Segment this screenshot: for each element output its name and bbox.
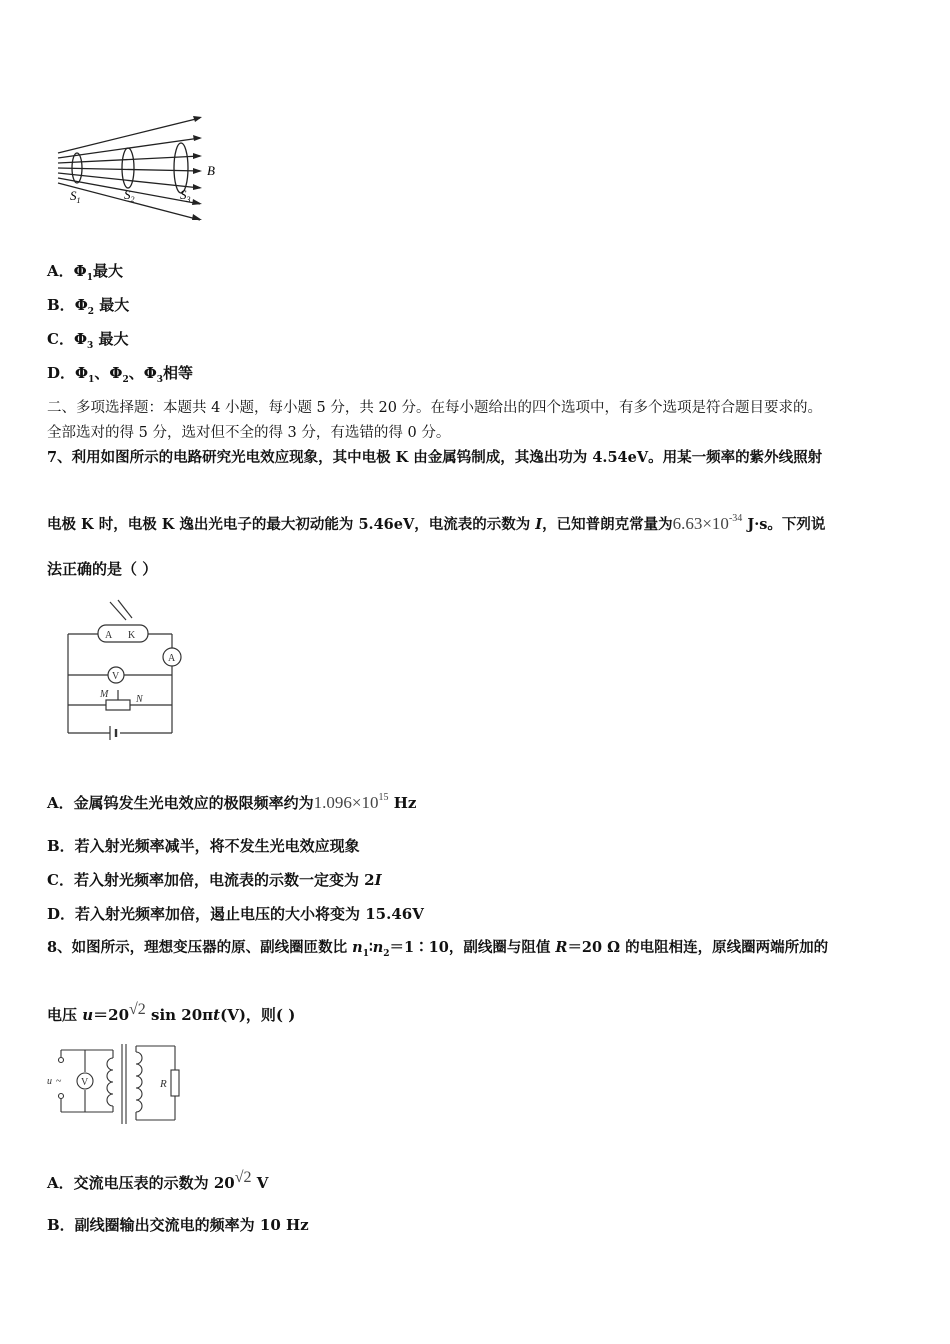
- threshold-frequency: $1.096\times 10^{15}$: [313, 792, 389, 812]
- loop-label-S3: S: [180, 187, 187, 202]
- svg-text:S1: $S_1$: [70, 188, 81, 205]
- resistor-label-r: R: [160, 1078, 167, 1090]
- q7-option-a[interactable]: A．金属钨发生光电效应的极限频率约为$1.096\times 10^{15}$ Hz: [47, 792, 417, 812]
- q6-option-d[interactable]: D．$\Phi_1$、$\Phi_2$、$\Phi_3$相等: [47, 364, 194, 385]
- loop-label-S1: S: [70, 188, 77, 203]
- q8-stem-line2: 电压 u＝20√2 sin 20πt(V)，则( ): [47, 1001, 296, 1024]
- section2-instructions-line2: 全部选对的得 5 分，选对但不全的得 3 分，有选错的得 0 分。: [47, 425, 451, 441]
- q7-option-d[interactable]: D．若入射光频率加倍，遏止电压的大小将变为 15.46V: [47, 905, 424, 923]
- rheostat-label-m: M: [100, 689, 109, 700]
- sqrt-2: √2: [129, 1001, 146, 1018]
- loop-label-S2: S: [124, 187, 131, 202]
- magnetic-flux-figure: [50, 108, 230, 228]
- q8-option-a[interactable]: A．交流电压表的示数为 20√2 V: [47, 1169, 269, 1192]
- voltmeter-label: V: [112, 671, 120, 682]
- planck-constant: $6.63\times 10^{-34}$: [672, 513, 743, 533]
- anode-label: A: [105, 630, 113, 641]
- q6-option-b[interactable]: B．$\Phi_2$ 最大: [47, 296, 130, 317]
- ac-source-symbol: ~: [56, 1076, 62, 1087]
- q6-option-a[interactable]: A．$\Phi_1$最大: [47, 262, 123, 283]
- field-label-B: B: [207, 163, 215, 178]
- source-label-u: u: [47, 1076, 52, 1087]
- q7-stem-line2: 电极 K 时，电极 K 逸出光电子的最大初动能为 5.46eV，电流表的示数为 I，已知普朗克常量为$6.63\times 10^{-34}$ J·s。下列说: [47, 513, 826, 533]
- voltmeter-label: V: [81, 1077, 89, 1088]
- svg-text:S2: $S_2$: [124, 187, 135, 204]
- cathode-label: K: [128, 630, 136, 641]
- transformer-circuit-figure: [45, 1040, 190, 1130]
- q8-option-b[interactable]: B．副线圈输出交流电的频率为 10 Hz: [47, 1216, 309, 1234]
- svg-text:S3: $S_3$: [180, 187, 191, 204]
- q7-stem-line3: 法正确的是（ ）: [47, 560, 158, 578]
- section2-instructions-line1: 二、多项选择题：本题共 4 小题，每小题 5 分，共 20 分。在每小题给出的四个选项中，有多个选项是符合题目要求的。: [47, 400, 823, 416]
- photoelectric-circuit-figure: [58, 598, 193, 743]
- q7-option-b[interactable]: B．若入射光频率减半，将不发生光电效应现象: [47, 837, 360, 855]
- q8-stem-line1: 8、如图所示，理想变压器的原、副线圈匝数比 $n_1∶n_2=1∶10$，副线圈与阻值 R＝20 Ω 的电阻相连，原线圈两端所加的: [47, 939, 829, 959]
- q7-stem-line1: 7、利用如图所示的电路研究光电效应现象，其中电极 K 由金属钨制成，其逸出功为 4.54eV。用某一频率的紫外线照射: [47, 449, 823, 466]
- rheostat-label-n: N: [136, 694, 143, 705]
- ammeter-label: A: [168, 653, 176, 664]
- q6-option-c[interactable]: C．$\Phi_3$ 最大: [47, 330, 129, 351]
- q7-option-c[interactable]: C．若入射光频率加倍，电流表的示数一定变为 2I: [47, 871, 382, 889]
